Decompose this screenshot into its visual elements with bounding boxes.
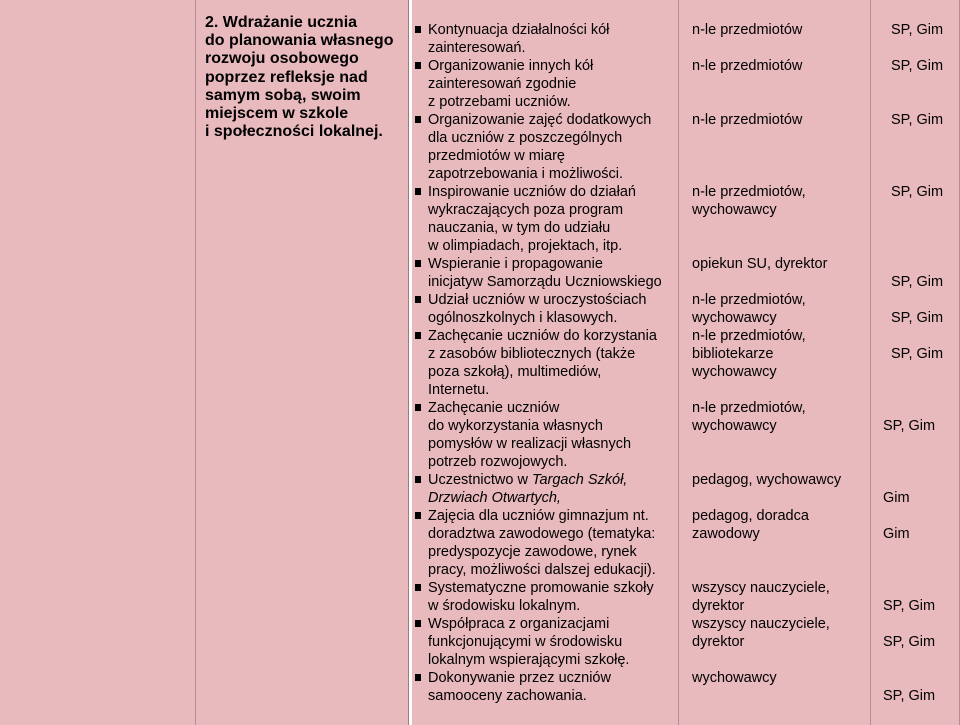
responsible-text: n-le przedmiotów <box>692 22 803 38</box>
activity-item <box>428 21 609 57</box>
recipient-text: SP, Gim <box>891 58 944 74</box>
activity-line: Dokonywanie przez uczniów <box>428 670 611 686</box>
responsible-text: n-le przedmiotów, <box>692 184 806 200</box>
square-bullet-icon <box>415 674 421 681</box>
activity-line: Wspieranie i propagowanie <box>428 256 603 272</box>
activity-line: samooceny zachowania. <box>428 688 587 705</box>
responsible-text: wychowawcy <box>692 202 777 218</box>
activity-item <box>428 507 656 579</box>
responsible-text: zawodowy <box>692 526 760 542</box>
recipient-text: SP, Gim <box>891 274 944 290</box>
activity-line: doradztwa zawodowego (tematyka: <box>428 526 656 543</box>
recipient-text: SP, Gim <box>883 688 936 704</box>
activity-line: Współpraca z organizacjami <box>428 616 610 632</box>
activity-line: w środowisku lokalnym. <box>428 598 581 615</box>
activity-line: predyspozycje zawodowe, rynek <box>428 544 637 561</box>
activity-line: z zasobów bibliotecznych (także <box>428 346 636 363</box>
activity-line: nauczania, w tym do udziału <box>428 220 611 237</box>
goal-line: do planowania własnego <box>205 32 394 50</box>
goal-line: rozwoju osobowego <box>205 50 359 68</box>
responsible-text: wychowawcy <box>692 418 777 434</box>
goal-line: samym sobą, swoim <box>205 86 361 104</box>
activity-line: poza szkołą), multimediów, <box>428 364 602 381</box>
activity-item <box>428 291 646 327</box>
activity-line: Zajęcia dla uczniów gimnazjum nt. <box>428 508 649 524</box>
recipient-text: SP, Gim <box>883 634 936 650</box>
activity-line: Inspirowanie uczniów do działań <box>428 184 636 200</box>
activity-line: do wykorzystania własnych <box>428 418 603 435</box>
activity-line: inicjatyw Samorządu Uczniowskiego <box>428 274 662 291</box>
activity-item <box>428 111 651 183</box>
recipient-text: SP, Gim <box>891 22 944 38</box>
recipient-text: SP, Gim <box>883 418 936 434</box>
responsible-text: n-le przedmiotów <box>692 58 803 74</box>
goal-line: i społeczności lokalnej. <box>205 123 383 141</box>
square-bullet-icon <box>415 476 421 483</box>
square-bullet-icon <box>415 188 421 195</box>
responsible-text: wszyscy nauczyciele, <box>692 580 830 596</box>
activity-line: Organizowanie innych kół <box>428 58 594 74</box>
goal-line: 2. Wdrażanie ucznia <box>205 14 358 31</box>
recipient-text: SP, Gim <box>891 184 944 200</box>
activity-line: przedmiotów w miarę <box>428 148 565 165</box>
responsible-text: opiekun SU, dyrektor <box>692 256 828 272</box>
activity-line: Drzwiach Otwartych, <box>428 490 561 507</box>
activity-line: wykraczających poza program <box>428 202 624 219</box>
responsible-text: pedagog, wychowawcy <box>692 472 842 488</box>
square-bullet-icon <box>415 260 421 267</box>
activity-line: ogólnoszkolnych i klasowych. <box>428 310 618 327</box>
square-bullet-icon <box>415 332 421 339</box>
activity-line: Organizowanie zajęć dodatkowych <box>428 112 652 128</box>
recipient-text: SP, Gim <box>891 346 944 362</box>
responsible-text: n-le przedmiotów, <box>692 328 806 344</box>
square-bullet-icon <box>415 584 421 591</box>
responsible-text: dyrektor <box>692 634 745 650</box>
responsible-text: n-le przedmiotów <box>692 112 803 128</box>
goal-line: miejscem w szkole <box>205 105 349 123</box>
square-bullet-icon <box>415 404 421 411</box>
responsible-text: bibliotekarze <box>692 346 774 362</box>
responsible-text: n-le przedmiotów, <box>692 400 806 416</box>
activity-line: Uczestnictwo w Targach Szkół, <box>428 472 628 488</box>
activity-line: Internetu. <box>428 382 490 399</box>
activity-line: Systematyczne promowanie szkoły <box>428 580 654 596</box>
recipient-text: SP, Gim <box>891 310 944 326</box>
activity-line: funkcjonującymi w środowisku <box>428 634 623 651</box>
activity-line: z potrzebami uczniów. <box>428 94 571 111</box>
activity-line: pracy, możliwości dalszej edukacji). <box>428 562 656 579</box>
table-cell-blank <box>0 0 196 725</box>
activity-line: pomysłów w realizacji własnych <box>428 436 632 453</box>
activity-item <box>428 579 654 615</box>
activity-line: zapotrzebowania i możliwości. <box>428 166 624 183</box>
activity-line: dla uczniów z poszczególnych <box>428 130 623 147</box>
activity-line: Kontynuacja działalności kół <box>428 22 610 38</box>
recipient-text: SP, Gim <box>883 598 936 614</box>
square-bullet-icon <box>415 26 421 33</box>
responsible-text: wychowawcy <box>692 670 777 686</box>
recipient-text: SP, Gim <box>891 112 944 128</box>
activity-item <box>428 399 631 471</box>
activity-line: zainteresowań. <box>428 40 526 57</box>
recipient-text: Gim <box>883 526 910 542</box>
square-bullet-icon <box>415 620 421 627</box>
activity-line: w olimpiadach, projektach, itp. <box>428 238 623 255</box>
recipient-text: Gim <box>883 490 910 506</box>
activity-line: Zachęcanie uczniów <box>428 400 560 416</box>
activity-item <box>428 57 593 111</box>
square-bullet-icon <box>415 62 421 69</box>
responsible-text: dyrektor <box>692 598 745 614</box>
activity-line: lokalnym wspierającymi szkołę. <box>428 652 630 669</box>
activity-line: potrzeb rozwojowych. <box>428 454 568 471</box>
activity-item <box>428 327 657 399</box>
activity-item <box>428 183 636 255</box>
square-bullet-icon <box>415 296 421 303</box>
activity-item <box>428 669 611 705</box>
responsible-text: wychowawcy <box>692 310 777 326</box>
activity-item <box>428 255 662 291</box>
square-bullet-icon <box>415 116 421 123</box>
activity-line: zainteresowań zgodnie <box>428 76 577 93</box>
activity-line: Zachęcanie uczniów do korzystania <box>428 328 657 344</box>
responsible-text: pedagog, doradca <box>692 508 809 524</box>
activity-item <box>428 615 629 669</box>
responsible-text: n-le przedmiotów, <box>692 292 806 308</box>
responsible-text: wszyscy nauczyciele, <box>692 616 830 632</box>
activity-line: Udział uczniów w uroczystościach <box>428 292 647 308</box>
goal-line: poprzez refleksje nad <box>205 68 368 86</box>
responsible-text: wychowawcy <box>692 364 777 380</box>
activity-item <box>428 471 627 507</box>
square-bullet-icon <box>415 512 421 519</box>
goal-title <box>205 14 393 141</box>
